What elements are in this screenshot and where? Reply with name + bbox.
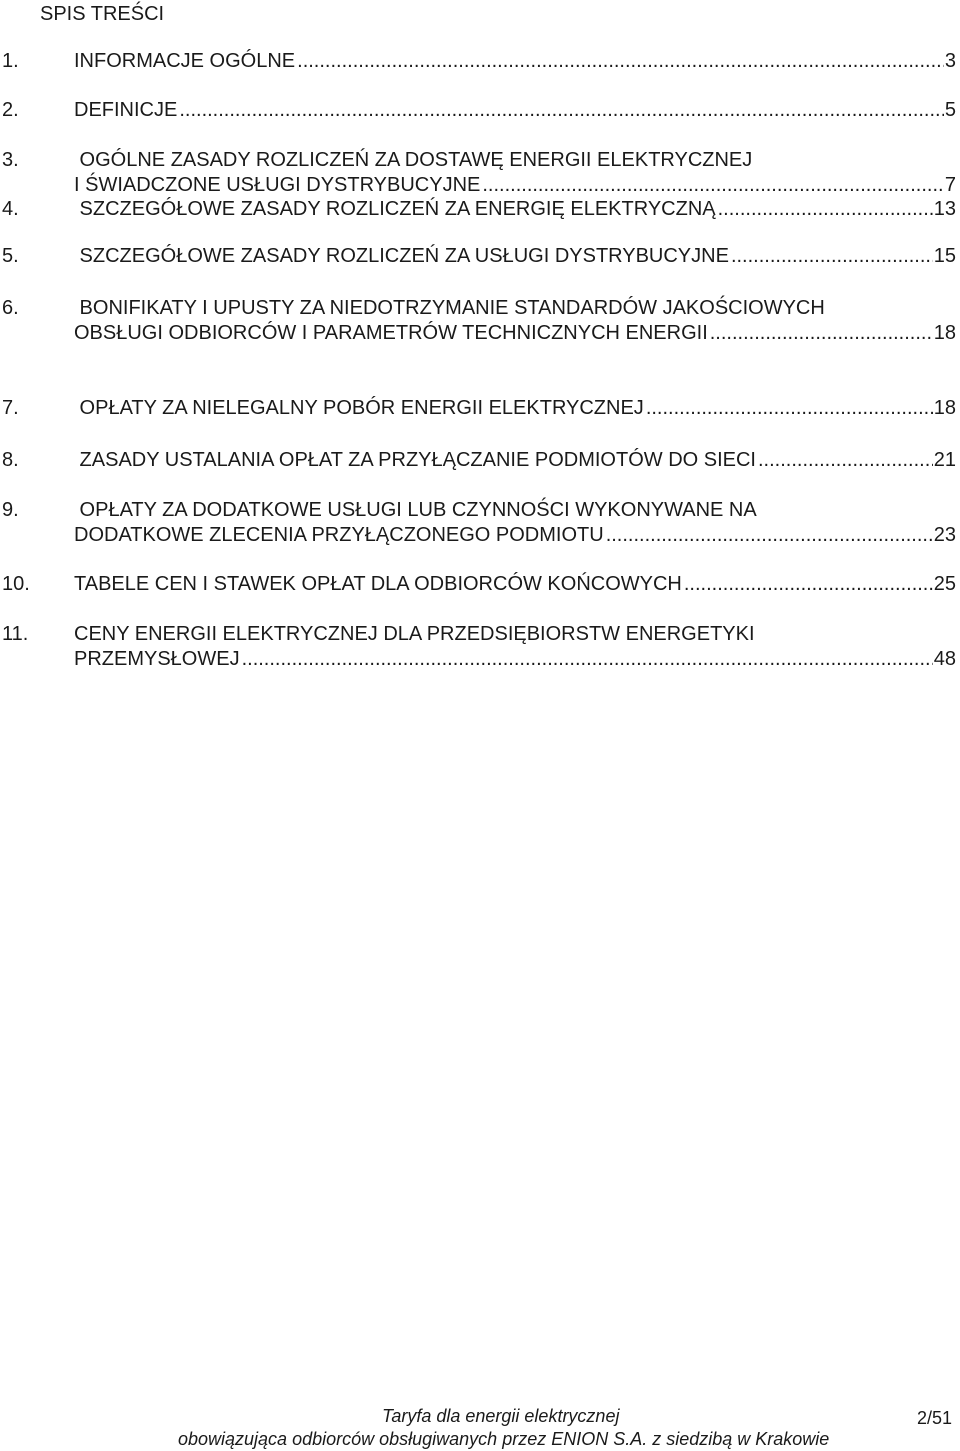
toc-entry-title-continued[interactable]: OBSŁUGI ODBIORCÓW I PARAMETRÓW TECHNICZNYCH ENERGII [74,322,708,344]
toc-entry-number: 7. [2,397,19,419]
toc-leader-dots [716,197,933,222]
toc-entry-title-continued[interactable]: PRZEMYSŁOWEJ [74,648,240,670]
toc-entry-number: 6. [2,297,19,319]
toc-entry-title[interactable]: SZCZEGÓŁOWE ZASADY ROZLICZEŃ ZA USŁUGI DYSTRYBUCYJNE [74,245,729,267]
toc-title: SPIS TREŚCI [40,3,165,25]
toc-leader-dots [644,396,933,421]
toc-entry-page[interactable]: 3 [944,50,956,72]
footer-document-title: Taryfa dla energii elektrycznej [382,1406,620,1426]
toc-entry-title[interactable]: BONIFIKATY I UPUSTY ZA NIEDOTRZYMANIE STANDARDÓW JAKOŚCIOWYCH [74,297,825,319]
toc-entry-page[interactable]: 23 [933,524,956,546]
toc-entry-page[interactable]: 21 [933,449,956,471]
toc-entry-page[interactable]: 5 [944,99,956,121]
footer-document-subtitle: obowiązująca odbiorców obsługiwanych przez ENION S.A. z siedzibą w Krakowie [178,1429,830,1449]
toc-entry-number: 10. [2,573,30,595]
toc-entry-title[interactable]: SZCZEGÓŁOWE ZASADY ROZLICZEŃ ZA ENERGIĘ ELEKTRYCZNĄ [74,198,716,220]
toc-entry-title[interactable]: TABELE CEN I STAWEK OPŁAT DLA ODBIORCÓW KOŃCOWYCH [74,573,682,595]
toc-entry-page[interactable]: 18 [933,322,956,344]
toc-entry-title[interactable]: CENY ENERGII ELEKTRYCZNEJ DLA PRZEDSIĘBIORSTW ENERGETYKI [74,623,755,645]
toc-entry-title[interactable]: OPŁATY ZA NIELEGALNY POBÓR ENERGII ELEKTRYCZNEJ [74,397,644,419]
toc-entry-number: 9. [2,499,19,521]
toc-entry-page[interactable]: 18 [933,397,956,419]
toc-entry-title[interactable]: INFORMACJE OGÓLNE [74,50,296,72]
toc-entry-page[interactable]: 25 [933,573,956,595]
toc-entry-page[interactable]: 7 [944,174,956,196]
toc-leader-dots [604,523,933,548]
toc-entry-number: 11. [2,623,29,645]
toc-leader-dots [682,572,933,597]
toc-leader-dots [240,647,933,672]
toc-leader-dots [729,244,933,269]
toc-leader-dots [480,173,944,198]
toc-leader-dots [177,98,944,123]
toc-entry-page[interactable]: 13 [933,198,956,220]
toc-entry-number: 4. [2,198,19,220]
toc-leader-dots [295,49,944,74]
toc-entry-number: 2. [2,99,19,121]
toc-leader-dots [756,448,933,473]
toc-entry-number: 8. [2,449,19,471]
toc-entry-title-continued[interactable]: I ŚWIADCZONE USŁUGI DYSTRYBUCYJNE [74,174,481,196]
toc-entry-title[interactable]: ZASADY USTALANIA OPŁAT ZA PRZYŁĄCZANIE PODMIOTÓW DO SIECI [74,449,756,471]
toc-leader-dots [708,321,933,346]
toc-entry-number: 5. [2,245,19,267]
toc-entry-title[interactable]: OPŁATY ZA DODATKOWE USŁUGI LUB CZYNNOŚCI WYKONYWANE NA [74,499,757,521]
toc-entry-title[interactable]: OGÓLNE ZASADY ROZLICZEŃ ZA DOSTAWĘ ENERGII ELEKTRYCZNEJ [74,149,753,171]
toc-entry-title-continued[interactable]: DODATKOWE ZLECENIA PRZYŁĄCZONEGO PODMIOTU [74,524,604,546]
toc-entry-number: 3. [2,149,19,171]
toc-entry-page[interactable]: 15 [933,245,956,267]
footer-page-number: 2/51 [916,1408,952,1428]
toc-entry-number: 1. [2,50,19,72]
toc-entry-page[interactable]: 48 [933,648,956,670]
toc-entry-title[interactable]: DEFINICJE [74,99,178,121]
